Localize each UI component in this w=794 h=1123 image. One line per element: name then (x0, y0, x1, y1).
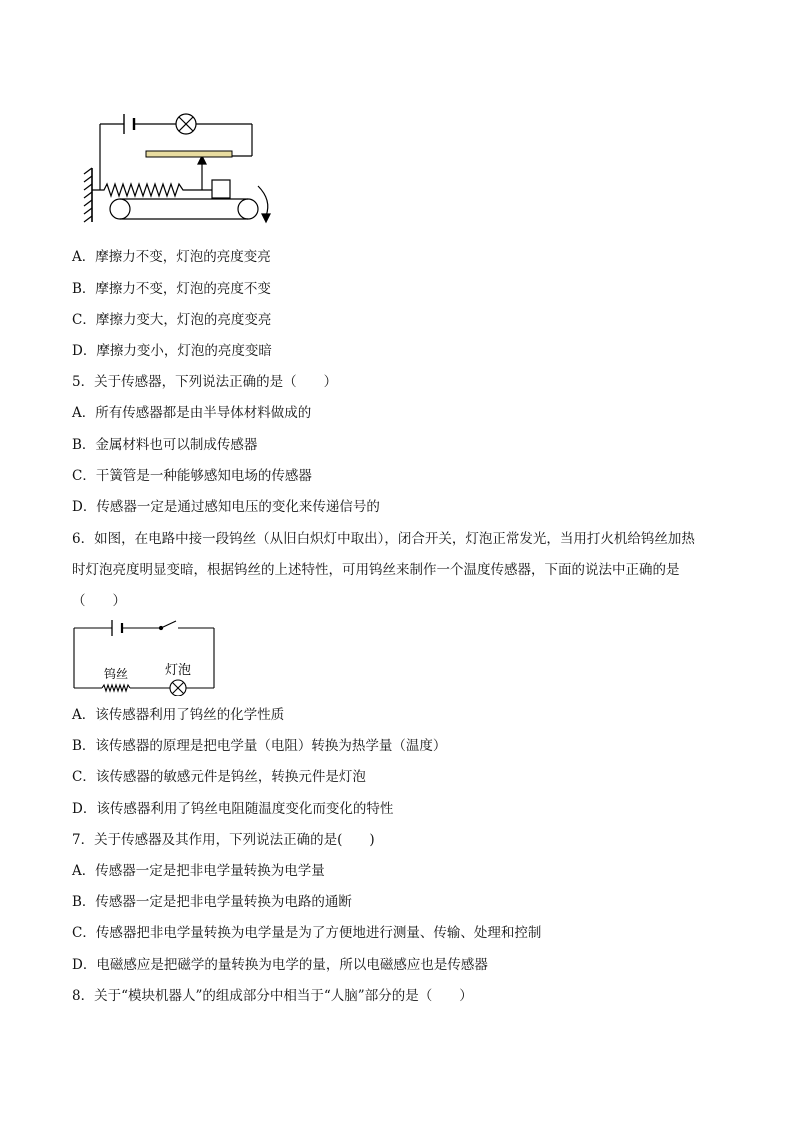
conveyor-circuit-figure (80, 104, 280, 226)
q4-option-d: D．摩擦力变小，灯泡的亮度变暗 (72, 343, 272, 359)
q7-option-c: C．传感器把非电学量转换为电学量是为了方便地进行测量、传输、处理和控制 (72, 925, 542, 941)
q4-option-a: A．摩擦力不变，灯泡的亮度变亮 (72, 249, 271, 265)
q5-option-a: A．所有传感器都是由半导体材料做成的 (72, 405, 312, 421)
q6-option-d: D．该传感器利用了钨丝电阻随温度变化而变化的特性 (72, 801, 394, 817)
q8-stem: 8．关于“模块机器人”的组成部分中相当于“人脑”部分的是（ ） (72, 988, 473, 1004)
q6-stem-line2: 时灯泡亮度明显变暗，根据钨丝的上述特性，可用钨丝来制作一个温度传感器，下面的说法中正确的是 (72, 562, 680, 578)
q6-stem-line1: 6．如图，在电路中接一段钨丝（从旧白炽灯中取出），闭合开关，灯泡正常发光，当用打火机给钨丝加热 (72, 531, 695, 547)
q5-option-c: C．干簧管是一种能够感知电场的传感器 (72, 468, 312, 484)
tungsten-wire-label: 钨丝 (104, 667, 129, 681)
q5-option-d: D．传感器一定是通过感知电压的变化来传递信号的 (72, 499, 380, 515)
q7-option-d: D．电磁感应是把磁学的量转换为电学的量，所以电磁感应也是传感器 (72, 957, 488, 973)
q5-option-b: B．金属材料也可以制成传感器 (72, 437, 258, 453)
q6-option-a: A．该传感器利用了钨丝的化学性质 (72, 707, 285, 723)
q6-option-b: B．该传感器的原理是把电学量（电阻）转换为热学量（温度） (72, 738, 447, 754)
q6-stem-line3: （ ） (72, 593, 126, 609)
q4-option-b: B．摩擦力不变，灯泡的亮度不变 (72, 281, 271, 297)
q7-option-b: B．传感器一定是把非电学量转换为电路的通断 (72, 894, 352, 910)
bulb-label: 灯泡 (165, 663, 192, 678)
q7-stem: 7．关于传感器及其作用，下列说法正确的是( ) (72, 832, 375, 848)
q4-option-c: C．摩擦力变大，灯泡的亮度变亮 (72, 312, 272, 328)
q6-option-c: C．该传感器的敏感元件是钨丝，转换元件是灯泡 (72, 769, 366, 785)
tungsten-circuit-figure (70, 616, 220, 696)
q7-option-a: A．传感器一定是把非电学量转换为电学量 (72, 863, 325, 879)
q5-stem: 5．关于传感器，下列说法正确的是（ ） (72, 374, 338, 390)
